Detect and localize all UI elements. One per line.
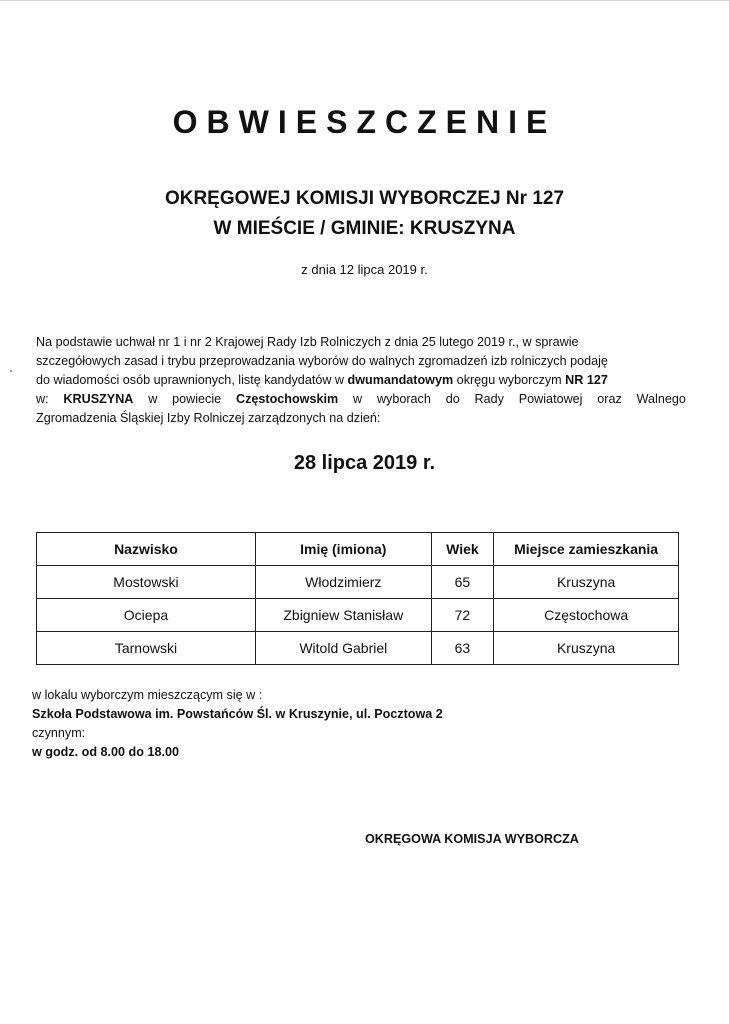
open-label: czynnym: bbox=[32, 726, 86, 740]
header-given-names: Imię (imiona) bbox=[255, 533, 431, 566]
cell-residence: Kruszyna bbox=[494, 632, 679, 665]
body-line-4-e: Częstochowskim bbox=[236, 392, 339, 406]
body-line-4-a: w: bbox=[36, 392, 49, 406]
body-line-4-k: oraz bbox=[597, 392, 622, 406]
document-title: OBWIESZCZENIE bbox=[172, 104, 557, 140]
location-intro: w lokalu wyborczym mieszczącym się w : bbox=[32, 688, 263, 702]
body-line-3-a: do wiadomości osób uprawnionych, listę kandydatów w bbox=[36, 373, 348, 387]
header-residence: Miejsce zamieszkania bbox=[494, 533, 679, 566]
cell-age: 63 bbox=[431, 632, 494, 665]
body-line-4-l: Walnego bbox=[636, 392, 686, 406]
committee-name: OKRĘGOWEJ KOMISJI WYBORCZEJ Nr 127 bbox=[164, 188, 565, 209]
election-date: 28 lipca 2019 r. bbox=[293, 452, 436, 474]
table-row bbox=[37, 632, 679, 665]
opening-hours: w godz. od 8.00 do 18.00 bbox=[32, 745, 179, 759]
cell-surname: Tarnowski bbox=[37, 632, 256, 665]
cell-surname: Mostowski bbox=[37, 566, 256, 599]
cell-given-names: Zbigniew Stanisław bbox=[255, 599, 431, 632]
body-line-3-c: okręgu wyborczym bbox=[453, 373, 566, 387]
body-line-4-i: Rady bbox=[474, 392, 504, 406]
body-line-4 bbox=[36, 390, 686, 408]
cell-age: 65 bbox=[431, 566, 494, 599]
table-row bbox=[37, 599, 679, 632]
issue-date: z dnia 12 lipca 2019 r. bbox=[301, 262, 428, 277]
header-age: Wiek bbox=[431, 533, 494, 566]
body-line-2-text: szczegółowych zasad i trybu przeprowadzania wyborów do walnych zgromadzeń izb rolniczych podaję bbox=[36, 354, 608, 368]
municipality-name: W MIEŚCIE / GMINIE: KRUSZYNA bbox=[213, 218, 516, 239]
table-header-row bbox=[37, 533, 679, 566]
body-line-4-j: Powiatowej bbox=[518, 392, 583, 406]
cell-residence: Kruszyna bbox=[494, 566, 679, 599]
header-surname: Nazwisko bbox=[37, 533, 256, 566]
body-line-4-d: powiecie bbox=[172, 392, 222, 406]
body-line-3-b: dwumandatowym bbox=[347, 373, 454, 387]
body-line-4-c: w bbox=[148, 392, 158, 406]
body-line-4-b: KRUSZYNA bbox=[63, 392, 134, 406]
body-line-4-g: wyborach bbox=[376, 392, 431, 406]
body-line-1 bbox=[36, 333, 686, 351]
cell-residence: Częstochowa bbox=[494, 599, 679, 632]
scan-edge bbox=[0, 0, 729, 1]
cell-given-names: Włodzimierz bbox=[255, 566, 431, 599]
body-line-1-text: Na podstawie uchwał nr 1 i nr 2 Krajowej Rady Izb Rolniczych z dnia 25 lutego 2019 r., w sprawie bbox=[36, 335, 579, 349]
body-line-3 bbox=[36, 371, 686, 389]
cell-age: 72 bbox=[431, 599, 494, 632]
table-row bbox=[37, 566, 679, 599]
body-line-2 bbox=[36, 352, 686, 370]
candidates-table bbox=[36, 532, 679, 665]
body-line-4-h: do bbox=[445, 392, 460, 406]
body-line-4-f: w bbox=[353, 392, 363, 406]
body-line-5: Zgromadzenia Śląskiej Izby Rolniczej zarządzonych na dzień: bbox=[36, 411, 381, 425]
cell-surname: Ociepa bbox=[37, 599, 256, 632]
scan-speck bbox=[10, 370, 12, 372]
body-line-3-d: NR 127 bbox=[565, 373, 608, 387]
polling-place: Szkoła Podstawowa im. Powstańców Śl. w Kruszynie, ul. Pocztowa 2 bbox=[32, 707, 443, 721]
cell-given-names: Witold Gabriel bbox=[255, 632, 431, 665]
signature: OKRĘGOWA KOMISJA WYBORCZA bbox=[365, 832, 579, 846]
